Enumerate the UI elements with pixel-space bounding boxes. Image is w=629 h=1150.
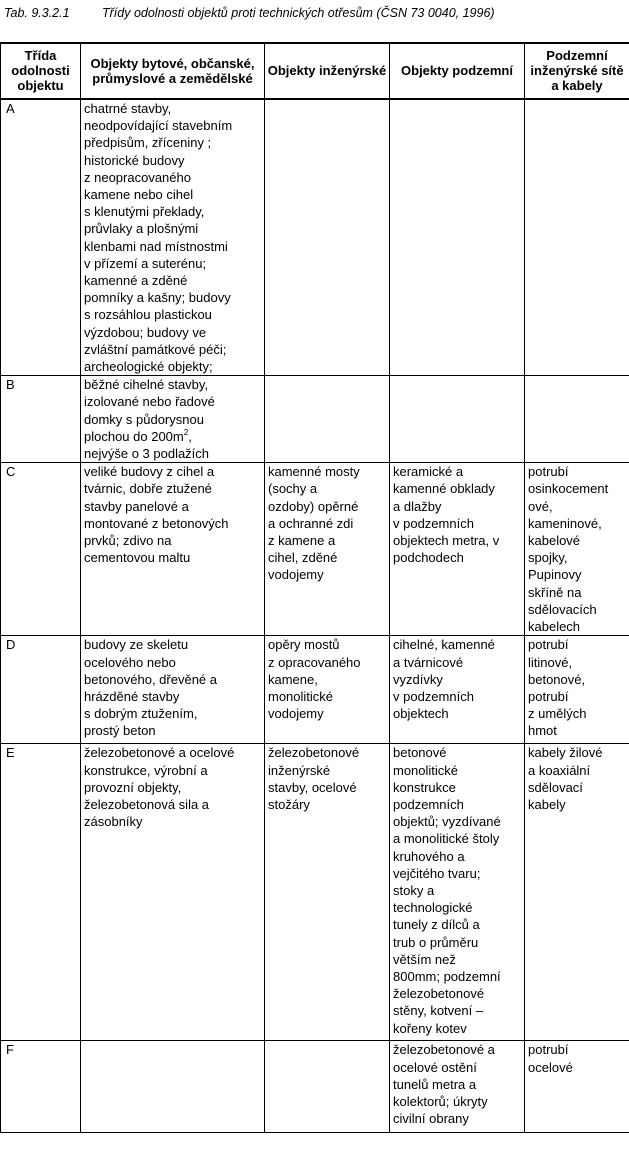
class-cell: D (1, 636, 81, 744)
underground-cell: keramické a kamenné obklady a dlažby v podzemních objektech metra, v podchodech (390, 463, 525, 636)
header-networks: Podzemní inženýrské sítě a kabely (525, 43, 629, 99)
resistance-classes-table (0, 42, 629, 1133)
class-cell: F (1, 1041, 81, 1133)
table-row (1, 744, 629, 1041)
residential-text-cont: , nejvýše o 3 podlažích (84, 428, 210, 462)
underground-cell: cihelné, kamenné a tvárnicové vyzdívky v podzemních objektech (390, 636, 525, 744)
residential-cell: železobetonové a ocelové konstrukce, výrobní a provozní objekty, železobetonová sila a zásobníky (81, 744, 265, 1041)
residential-cell: veliké budovy z cihel a tvárnic, dobře ztužené stavby panelové a montované z betonových prvků; zdivo na cementovou maltu (81, 463, 265, 636)
engineering-cell (265, 1041, 390, 1133)
networks-cell (525, 99, 629, 376)
header-class: Třída odolnosti objektu (1, 43, 81, 99)
table-caption (4, 6, 626, 21)
residential-cell: chatrné stavby, neodpovídající stavebním předpisům, zříceniny ; historické budovy z neopracovaného kamene nebo cihel s klenutými překlady, průvlaky a plošnými klenbami nad místnostmi v přízemí a suterénu; kamenné a zděné pomníky a kašny; budovy s rozsáhlou plastickou výzdobou; budovy ve zvláštní památkové péči; archeologické objekty; (81, 99, 265, 376)
engineering-cell (265, 99, 390, 376)
class-cell: E (1, 744, 81, 1041)
table-row (1, 376, 629, 463)
networks-cell: potrubí ocelové (525, 1041, 629, 1133)
residential-cell (81, 376, 265, 463)
header-residential: Objekty bytové, občanské, průmyslové a zemědělské (81, 43, 265, 99)
underground-cell (390, 376, 525, 463)
networks-cell: potrubí osinkocement ové, kameninové, kabelové spojky, Pupinovy skříně na sdělovacích kabelech (525, 463, 629, 636)
engineering-cell: železobetonové inženýrské stavby, ocelové stožáry (265, 744, 390, 1041)
header-underground: Objekty podzemní (390, 43, 525, 99)
networks-cell (525, 376, 629, 463)
class-cell: A (1, 99, 81, 376)
table-row (1, 463, 629, 636)
table-header-row (1, 43, 629, 99)
class-cell: B (1, 376, 81, 463)
area-exponent: 2 (183, 427, 189, 437)
table-row (1, 636, 629, 744)
underground-cell: železobetonové a ocelové ostění tunelů metra a kolektorů; úkryty civilní obrany (390, 1041, 525, 1133)
networks-cell: potrubí litinové, betonové, potrubí z umělých hmot (525, 636, 629, 744)
residential-text: běžné cihelné stavby, izolované nebo řadové domky s půdorysnou plochou do 200m (84, 377, 215, 444)
table-row (1, 1041, 629, 1133)
underground-cell (390, 99, 525, 376)
header-engineering: Objekty inženýrské (265, 43, 390, 99)
engineering-cell (265, 376, 390, 463)
table-number: Tab. 9.3.2.1 (4, 6, 70, 20)
table-title: Třídy odolnosti objektů proti technických otřesům (ČSN 73 0040, 1996) (102, 6, 495, 20)
networks-cell: kabely žilové a koaxiální sdělovací kabely (525, 744, 629, 1041)
engineering-cell: opěry mostů z opracovaného kamene, monolitické vodojemy (265, 636, 390, 744)
residential-cell: budovy ze skeletu ocelového nebo betonového, dřevěné a hrázděné stavby s dobrým ztužením, prostý beton (81, 636, 265, 744)
engineering-cell: kamenné mosty (sochy a ozdoby) opěrné a ochranné zdi z kamene a cihel, zděné vodojemy (265, 463, 390, 636)
underground-cell: betonové monolitické konstrukce podzemních objektů; vyzdívané a monolitické štoly kruhového a vejčitého tvaru; stoky a technologické tunely z dílců a trub o průměru větším než 800mm; podzemní železobetonové stěny, kotvení – kořeny kotev (390, 744, 525, 1041)
class-cell: C (1, 463, 81, 636)
residential-cell (81, 1041, 265, 1133)
table-row (1, 99, 629, 376)
